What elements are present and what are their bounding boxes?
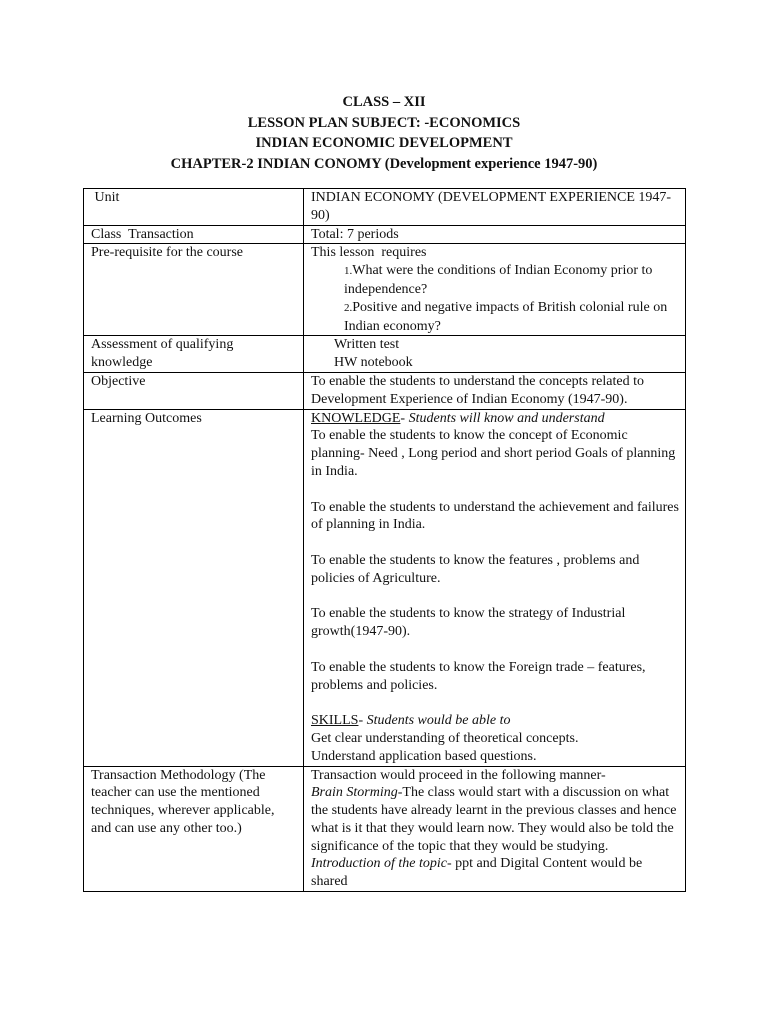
- transaction-label: Class Transaction: [84, 225, 304, 244]
- spacer: [311, 481, 679, 499]
- objective-label: Objective: [84, 372, 304, 409]
- subject-title: LESSON PLAN SUBJECT: -ECONOMICS: [247, 114, 521, 131]
- introduction-head: Introduction of the topic: [311, 856, 447, 872]
- knowledge-item-agriculture: To enable the students to know the features , problems and policies of Agriculture.: [311, 552, 640, 586]
- introduction-text: - ppt and Digital Content would be shared: [311, 856, 643, 890]
- skills-item-theory: Get clear understanding of theoretical concepts.: [311, 730, 579, 746]
- table-row-assessment: [84, 336, 686, 373]
- knowledge-head: KNOWLEDGE: [311, 410, 401, 426]
- assessment-cell: [304, 336, 686, 373]
- spacer: [311, 534, 679, 552]
- document-header: [0, 92, 768, 174]
- prerequisite-question-1: [311, 262, 679, 299]
- spacer: [311, 588, 679, 606]
- question-2-text: Positive and negative impacts of British colonial rule on Indian economy?: [344, 299, 668, 334]
- table-row-learning-outcomes: [84, 409, 686, 766]
- knowledge-item-industrial: To enable the students to know the strategy of Industrial growth(1947-90).: [311, 606, 626, 640]
- learning-outcomes-label: Learning Outcomes: [84, 409, 304, 766]
- prerequisite-intro: This lesson requires: [311, 245, 427, 261]
- objective-value: To enable the students to understand the concepts related to Development Experience of Indian Economy (1947-90).: [304, 372, 686, 409]
- methodology-cell: [304, 766, 686, 892]
- unit-value: INDIAN ECONOMY (DEVELOPMENT EXPERIENCE 1947-90): [304, 189, 686, 226]
- prerequisite-label: Pre-requisite for the course: [84, 244, 304, 336]
- prerequisite-cell: [304, 244, 686, 336]
- book-title: INDIAN ECONOMIC DEVELOPMENT: [255, 135, 513, 151]
- question-1-number: 1.: [344, 265, 353, 278]
- brain-storming-text: -The class would start with a discussion on what the students have already learnt in the previous classes and hence what is it that they would learn now. They would also be told the significance of the topic that they would be studying.: [311, 785, 677, 854]
- introduction-paragraph: [311, 855, 679, 891]
- skills-head: SKILLS: [311, 713, 359, 729]
- learning-outcomes-cell: [304, 409, 686, 766]
- assessment-item-hw-notebook: HW notebook: [334, 355, 413, 371]
- class-title: CLASS – XII: [342, 94, 426, 110]
- knowledge-subhead: - Students will know and understand: [400, 410, 605, 426]
- brain-storming-head: Brain Storming: [311, 785, 398, 801]
- question-1-text: What were the conditions of Indian Economy prior to independence?: [344, 263, 653, 297]
- skills-subhead: - Students would be able to: [358, 713, 511, 729]
- table-row-unit: [84, 189, 686, 226]
- transaction-value: Total: 7 periods: [304, 225, 686, 244]
- prerequisite-question-2: [311, 299, 679, 336]
- knowledge-item-foreign-trade: To enable the students to know the Foreign trade – features, problems and policies.: [311, 659, 646, 693]
- methodology-intro: Transaction would proceed in the following manner-: [311, 767, 606, 783]
- table-row-methodology: [84, 766, 686, 892]
- skills-heading: [311, 712, 679, 730]
- assessment-label: Assessment of qualifying knowledge: [84, 336, 304, 373]
- spacer: [311, 694, 679, 712]
- methodology-label: Transaction Methodology (The teacher can use the mentioned techniques, wherever applicable, and can use any other too.): [84, 766, 304, 892]
- chapter-title: CHAPTER-2 INDIAN CONOMY (Development experience 1947-90): [170, 155, 598, 172]
- spacer: [311, 641, 679, 659]
- skills-item-application: Understand application based questions.: [311, 748, 537, 764]
- knowledge-heading: [311, 410, 679, 428]
- assessment-item-written-test: Written test: [334, 337, 400, 353]
- unit-label: Unit: [84, 189, 304, 226]
- brain-storming-paragraph: [311, 784, 679, 855]
- question-2-number: 2.: [344, 301, 353, 314]
- table-row-objective: [84, 372, 686, 409]
- lesson-plan-table: [83, 188, 686, 892]
- knowledge-item-achievement: To enable the students to understand the achievement and failures of planning in India.: [311, 499, 679, 533]
- table-row-transaction: [84, 225, 686, 244]
- knowledge-item-planning: To enable the students to know the concept of Economic planning- Need , Long period and short period Goals of planning in India.: [311, 428, 676, 479]
- table-row-prerequisite: [84, 244, 686, 336]
